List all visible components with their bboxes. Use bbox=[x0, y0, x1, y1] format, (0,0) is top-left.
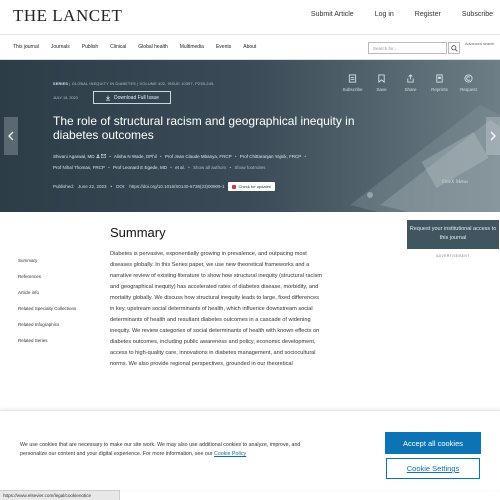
nav-clinical[interactable]: Clinical bbox=[110, 44, 127, 50]
cookie-policy-link[interactable]: Cookie Policy bbox=[214, 451, 247, 457]
save-icon bbox=[377, 74, 386, 83]
share-icon bbox=[406, 74, 415, 83]
copyright-icon bbox=[464, 74, 473, 83]
reprints-action[interactable] bbox=[425, 74, 454, 92]
issue-date: JULY 15, 2023 bbox=[53, 96, 78, 100]
show-all-authors-link[interactable]: Show all authors bbox=[192, 165, 227, 170]
chevron-left-icon bbox=[8, 131, 14, 141]
crossmark-icon bbox=[232, 185, 236, 189]
download-full-issue-button[interactable] bbox=[93, 91, 171, 104]
nav-global-health[interactable]: Global health bbox=[138, 44, 168, 50]
reprints-icon bbox=[435, 74, 444, 83]
doi-link[interactable]: https://doi.org/10.1016/S0140-6736(23)00909-1 bbox=[129, 184, 225, 189]
subscribe-link[interactable]: Subscribe bbox=[461, 11, 493, 18]
nav-publish[interactable]: Publish bbox=[81, 44, 99, 50]
article-hero bbox=[0, 60, 500, 212]
login-link[interactable]: Log in bbox=[374, 11, 394, 18]
save-action[interactable] bbox=[367, 74, 396, 92]
previous-article-arrow[interactable] bbox=[4, 117, 18, 155]
site-logo[interactable]: THE LANCET bbox=[13, 6, 123, 25]
published-date: June 22, 2023 bbox=[78, 184, 107, 189]
published-label: Published: bbox=[53, 184, 75, 189]
subscribe-icon bbox=[348, 74, 357, 83]
register-link[interactable]: Register bbox=[414, 11, 441, 18]
sidebar-item-references[interactable]: References bbox=[18, 274, 42, 279]
author-list: Shivani Agarwal, MD • Alisha N Wade, DPhil • Prof Jean Claude Mbanya, FRCP • Prof Chittaranjan Yajnik, FRCP • Prof Nihal Thomas, FRCP • Prof Leonard E Egede, MD • et al. • Show all authors • Show footnotes bbox=[53, 154, 307, 170]
advanced-search-link[interactable]: Advanced search bbox=[465, 42, 495, 46]
top-header bbox=[0, 0, 500, 34]
download-label: Download Full Issue bbox=[113, 94, 160, 101]
reprints-action-label: Reprints bbox=[431, 87, 448, 92]
author-name[interactable]: Alisha N Wade, DPhil bbox=[113, 154, 157, 159]
cookie-text bbox=[20, 441, 320, 459]
status-bar-url: https://www.elsevier.com/legal/cookienotice bbox=[0, 490, 120, 500]
doi-label: DOI: bbox=[116, 184, 126, 189]
summary-heading: Summary bbox=[110, 225, 166, 240]
article-actions bbox=[338, 74, 483, 92]
summary-text: Diabetes is pervasive, exponentially growing in prevalence, and outpacing most diseases globally. In this Series paper, we use new theoretical frameworks and a narrative review of existing literature to show how structural inequity (structural racism and geographical inequity) has accelerated rates of diabetes disease, morbidity, and mortality globally. We discuss how structural inequity leads to large, fixed differences in key, upstream social determinants of health, which influence downstream social determinants of health and resultant diabetes outcomes in a cascade of widening inequity. We review categories of social determinants of health with known effects on diabetes outcomes, including public awareness and policy, economic development, access to high-quality care, innovations in diabetes management, and sociocultural norms. We also provide regional perspectives, grounded in our theoretical bbox=[110, 251, 323, 367]
main-nav bbox=[0, 34, 500, 60]
publication-info: Published: June 22, 2023 • DOI: https://doi.org/10.1016/S0140-6736(23)00909-1 Check for updates bbox=[53, 182, 275, 191]
request-action[interactable] bbox=[454, 74, 483, 92]
et-al: et al. bbox=[175, 165, 185, 170]
search-button[interactable] bbox=[448, 42, 460, 54]
author-name[interactable]: Prof Nihal Thomas, FRCP bbox=[53, 165, 105, 170]
series-label[interactable]: SERIES bbox=[53, 82, 69, 86]
series-topic[interactable]: GLOBAL INEQUITY IN DIABETES bbox=[71, 82, 136, 86]
nav-this-journal[interactable]: This journal bbox=[13, 44, 39, 50]
institutional-access-button[interactable]: Request your institutional access to this journal bbox=[407, 220, 499, 249]
article-title: The role of structural racism and geographical inequity in diabetes outcomes bbox=[53, 114, 355, 142]
sidebar-item-summary[interactable]: Summary bbox=[18, 258, 38, 263]
share-action[interactable] bbox=[396, 74, 425, 92]
sidebar-item-infographics[interactable]: Related Infographics bbox=[18, 322, 60, 327]
search-icon bbox=[451, 45, 458, 52]
author-name[interactable]: Prof Leonard E Egede, MD bbox=[112, 165, 167, 170]
nav-about[interactable]: About bbox=[243, 44, 257, 50]
sidebar-item-specialty-collections[interactable]: Related Specialty Collections bbox=[18, 306, 77, 311]
cookie-banner bbox=[0, 410, 500, 490]
search-input[interactable]: Search for... bbox=[368, 42, 447, 54]
cookie-message: We use cookies that are necessary to make our site work. We may also use additional cookies to analyze, improve, and personalize our content and your digital experience. For more information, see our bbox=[20, 442, 301, 457]
accept-cookies-button[interactable]: Accept all cookies bbox=[385, 432, 481, 454]
subscribe-action-label: Subscribe bbox=[342, 87, 363, 92]
email-icon[interactable] bbox=[101, 154, 106, 158]
cookie-settings-button[interactable]: Cookie Settings bbox=[386, 458, 480, 479]
author-name[interactable]: Shivani Agarwal, MD bbox=[53, 154, 95, 159]
show-footnotes-link[interactable]: Show footnotes bbox=[234, 165, 266, 170]
article-sidebar-nav bbox=[18, 258, 88, 354]
sidebar-item-article-info[interactable]: Article info bbox=[18, 290, 40, 295]
article-meta: SERIES | GLOBAL INEQUITY IN DIABETES | VOLUME 402, ISSUE 10397, P235-249, bbox=[53, 82, 215, 86]
save-action-label: Save bbox=[376, 87, 387, 92]
sidebar-item-related-series[interactable]: Related Series bbox=[18, 338, 48, 343]
nav-events[interactable]: Events bbox=[215, 44, 232, 50]
request-action-label: Request bbox=[460, 87, 477, 92]
share-action-label: Share bbox=[404, 87, 417, 92]
submit-article-link[interactable]: Submit Article bbox=[310, 11, 354, 18]
chevron-right-icon bbox=[490, 131, 496, 141]
subscribe-action[interactable] bbox=[338, 74, 367, 92]
nav-journals[interactable]: Journals bbox=[50, 44, 70, 50]
account-links bbox=[290, 11, 493, 18]
author-name[interactable]: Prof Chittaranjan Yajnik, FRCP bbox=[239, 154, 302, 159]
author-name[interactable]: Prof Jean Claude Mbanya, FRCP bbox=[164, 154, 232, 159]
volume-info[interactable]: VOLUME 402, ISSUE 10397, P235-249, bbox=[139, 82, 215, 86]
check-updates-label: Check for updates bbox=[238, 184, 271, 189]
image-watermark: FineX Metus bbox=[442, 180, 469, 185]
download-icon bbox=[105, 95, 111, 101]
next-article-arrow[interactable] bbox=[486, 117, 500, 155]
nav-multimedia[interactable]: Multimedia bbox=[179, 44, 204, 50]
check-updates-button[interactable] bbox=[228, 182, 274, 191]
advertisement-label: ADVERTISEMENT bbox=[436, 254, 470, 258]
person-icon[interactable] bbox=[96, 154, 100, 158]
